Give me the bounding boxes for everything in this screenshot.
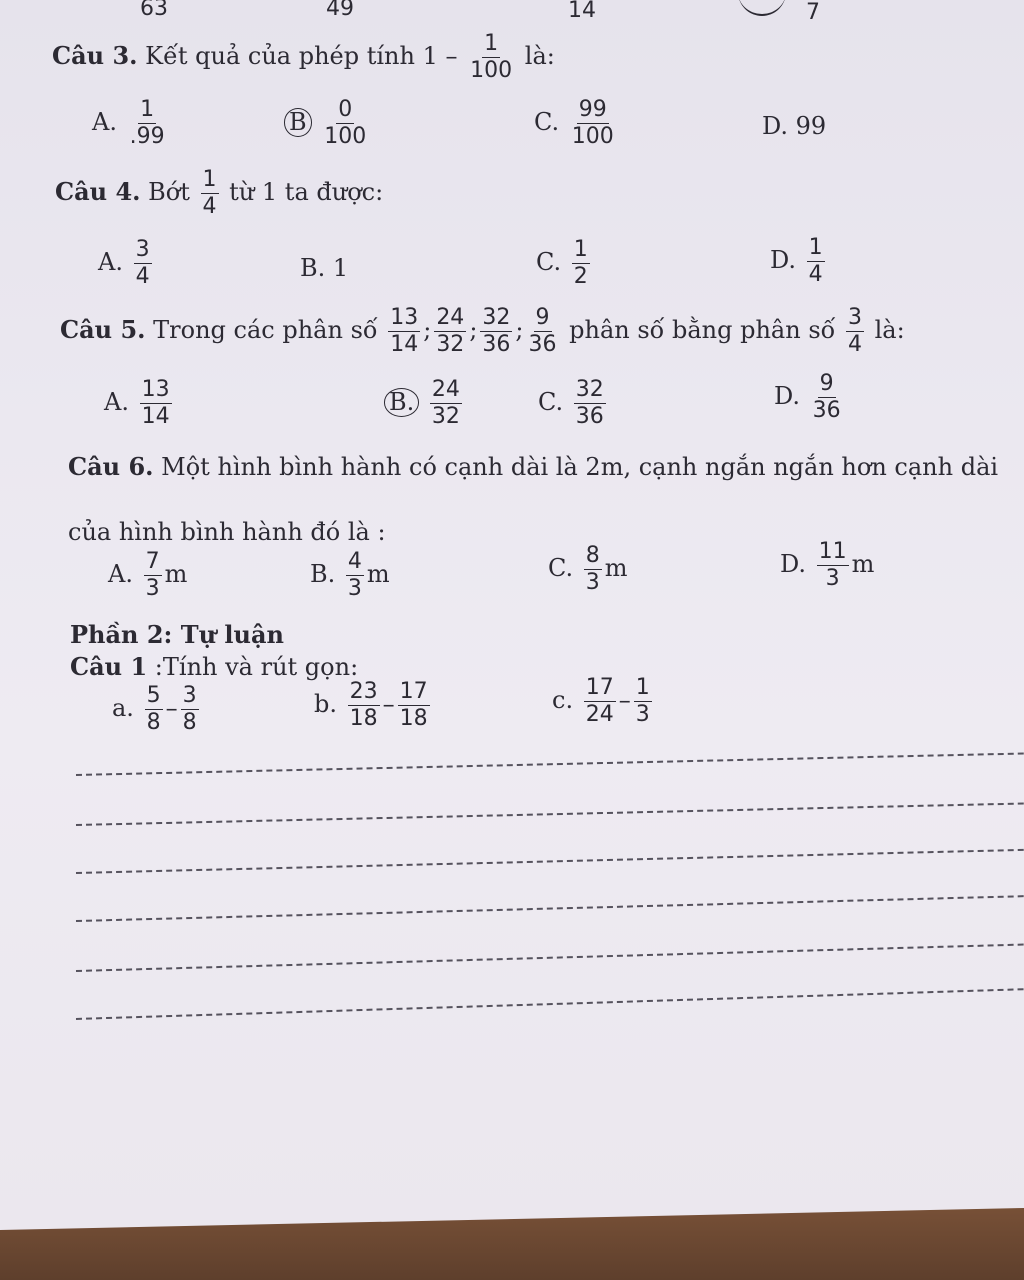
- question-3: [52, 32, 555, 83]
- top-number: 7: [806, 0, 820, 25]
- option-a: A. $\frac{3}{4}$: [98, 237, 150, 290]
- fraction: $\frac{17}{18}$: [399, 679, 428, 732]
- option-c: C. $\frac{1}{2}$: [536, 237, 588, 290]
- option-d: D. $\frac{1}{4}$: [770, 235, 823, 288]
- fraction: $\frac{32}{36}$: [482, 305, 511, 358]
- exercise-a: a. $\frac{5}{8}$ – $\frac{3}{8}$: [112, 683, 197, 736]
- fraction: $\frac{11}{3}$: [818, 539, 847, 592]
- fraction: $\frac{1}{4}$: [808, 235, 823, 288]
- top-number: 63: [140, 0, 168, 21]
- question-5: Câu 5. Trong các phân số $\frac{13}{14}$ ; $\frac{24}{32}$ ; $\frac{32}{36}$ ; $\frac{9}{36}$ phân số bằng phân số $\frac{3}{4}$ là:: [60, 305, 905, 358]
- fraction: $\frac{1}{100}$: [470, 31, 513, 84]
- fraction: $\frac{1}{2}$: [573, 237, 588, 290]
- question-text: là:: [524, 42, 555, 71]
- fraction: $\frac{1}{.99}$: [129, 97, 165, 150]
- question-text: Bớt: [148, 178, 190, 207]
- exercise-b: b. $\frac{23}{18}$ – $\frac{17}{18}$: [314, 679, 428, 732]
- option-b-circled: [384, 378, 465, 429]
- fraction: $\frac{8}{3}$: [585, 543, 600, 596]
- option-a: A. $\frac{1}{.99}$: [92, 97, 165, 150]
- essay-question-1: [70, 652, 358, 681]
- section-heading: Phần 2: Tự luận: [70, 620, 284, 649]
- option-d: D. 99: [762, 112, 827, 140]
- fraction: $\frac{24}{32}$: [431, 377, 460, 430]
- question-label: Câu 3.: [52, 41, 138, 71]
- option-c: C. $\frac{8}{3}$ m: [548, 543, 628, 596]
- question-text: Một hình bình hành có cạnh dài là 2m, cạnh ngắn ngắn hơn cạnh dài: [161, 453, 999, 481]
- option-c: C. $\frac{32}{36}$: [538, 377, 604, 430]
- fraction: $\frac{1}{3}$: [635, 675, 650, 728]
- fraction: $\frac{1}{4}$: [202, 167, 217, 220]
- question-label: Câu 4.: [55, 177, 141, 207]
- question-label: Câu 6.: [68, 452, 154, 481]
- question-label: Câu 5.: [60, 315, 146, 345]
- question-text: là:: [874, 316, 905, 345]
- top-number: 49: [326, 0, 354, 21]
- option-a: A. $\frac{7}{3}$ m: [108, 549, 188, 602]
- option-a: A. $\frac{13}{14}$: [104, 377, 170, 430]
- option-b-circled: [284, 98, 371, 149]
- question-6: [68, 452, 998, 481]
- fraction: $\frac{9}{36}$: [812, 371, 841, 424]
- question-text: Trong các phân số: [153, 316, 378, 345]
- exercise-c: c. $\frac{17}{24}$ – $\frac{1}{3}$: [552, 675, 650, 728]
- fraction: $\frac{99}{100}$: [571, 97, 614, 150]
- top-number: 14: [568, 0, 596, 23]
- circled-answer-mark: B: [284, 108, 312, 136]
- fraction: $\frac{24}{32}$: [436, 305, 465, 358]
- fraction: $\frac{23}{18}$: [349, 679, 378, 732]
- fraction: $\frac{9}{36}$: [528, 305, 557, 358]
- option-b: B. 1: [300, 254, 349, 282]
- fraction: $\frac{4}{3}$: [347, 549, 362, 602]
- circled-answer-mark: B.: [384, 388, 419, 416]
- fraction: $\frac{7}{3}$: [145, 549, 160, 602]
- fraction: $\frac{13}{14}$: [141, 377, 170, 430]
- fraction: $\frac{5}{8}$: [146, 683, 161, 736]
- question-4: [55, 168, 383, 219]
- fraction: $\frac{32}{36}$: [575, 377, 604, 430]
- question-6-line2: của hình bình hành đó là :: [68, 518, 386, 546]
- question-text: :Tính và rút gọn:: [154, 653, 359, 681]
- option-b: B. $\frac{4}{3}$ m: [310, 549, 390, 602]
- question-text: phân số bằng phân số: [569, 316, 836, 345]
- question-text: Kết quả của phép tính 1 –: [145, 42, 458, 71]
- fraction: $\frac{0}{100}$: [324, 97, 367, 150]
- fraction: $\frac{3}{8}$: [182, 683, 197, 736]
- fraction: $\frac{17}{24}$: [585, 675, 614, 728]
- question-text: từ 1 ta được:: [229, 178, 384, 207]
- option-c: C. $\frac{99}{100}$: [534, 97, 614, 150]
- fraction: $\frac{3}{4}$: [847, 305, 862, 358]
- option-d: D. $\frac{9}{36}$: [774, 371, 841, 424]
- fraction: $\frac{3}{4}$: [135, 237, 150, 290]
- fraction: $\frac{13}{14}$: [390, 305, 419, 358]
- question-label: Câu 1: [70, 652, 148, 681]
- option-d: D. $\frac{11}{3}$ m: [780, 539, 875, 592]
